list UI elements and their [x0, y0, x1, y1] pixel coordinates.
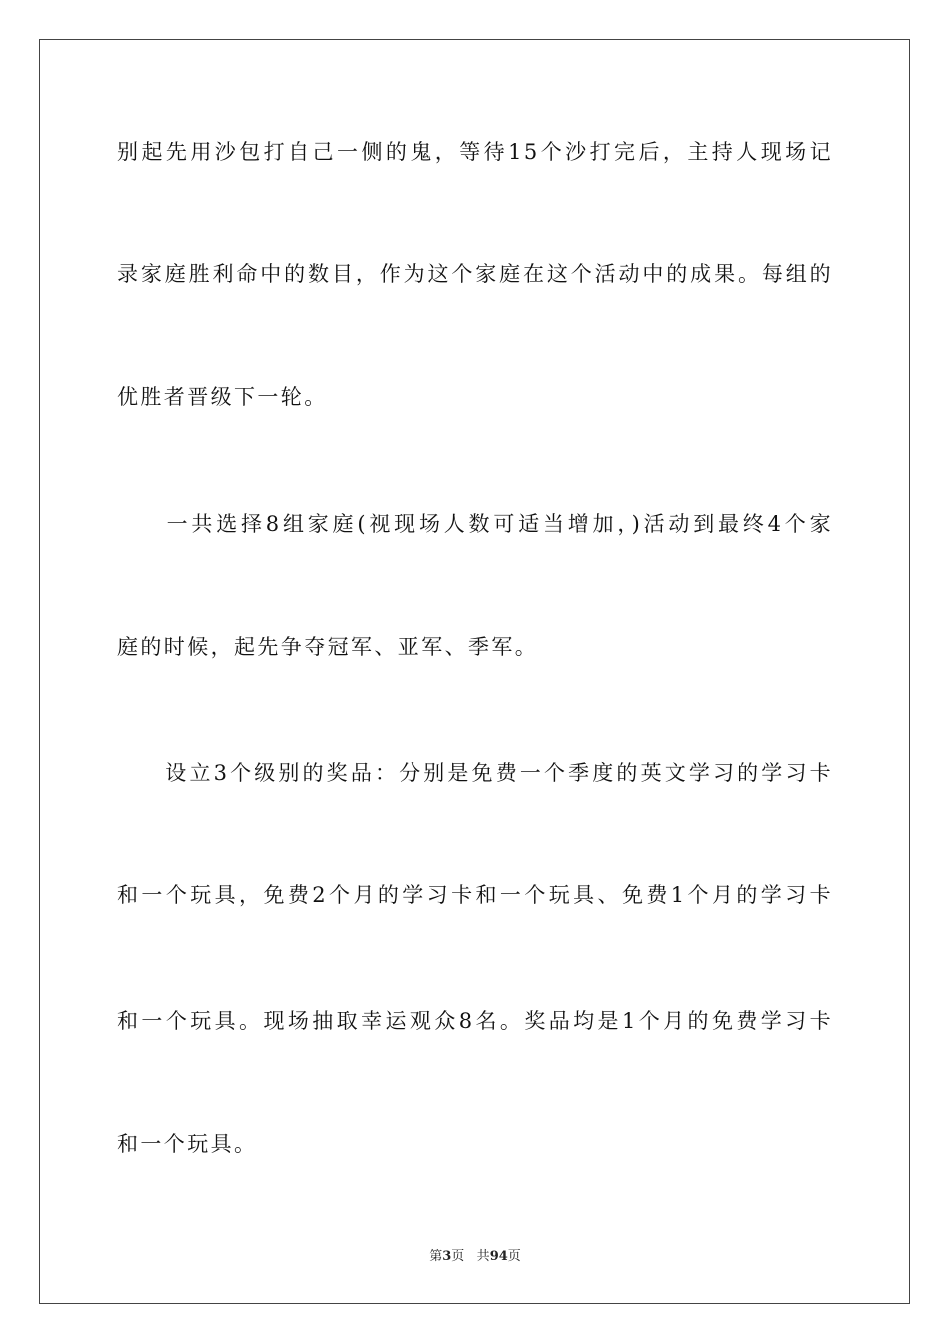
text-line-5: 庭的时候，起先争夺冠军、亚军、季军。 — [117, 635, 539, 659]
total-suffix: 页 — [507, 1249, 521, 1264]
text-line-8: 和一个玩具。现场抽取幸运观众8名。奖品均是1个月的免费学习卡 — [117, 1009, 833, 1033]
text-line-1: 别起先用沙包打自己一侧的鬼，等待15个沙打完后，主持人现场记 — [117, 140, 833, 164]
page-number: 3 — [442, 1249, 452, 1264]
text-line-7: 和一个玩具，免费2个月的学习卡和一个玩具、免费1个月的学习卡 — [117, 883, 833, 907]
text-line-2: 录家庭胜利命中的数目，作为这个家庭在这个活动中的成果。每组的 — [117, 262, 833, 286]
total-prefix: 共 — [476, 1249, 490, 1264]
page-prefix: 第 — [429, 1249, 443, 1264]
text-line-4: 一共选择8组家庭(视现场人数可适当增加，)活动到最终4个家 — [117, 512, 833, 536]
page-border — [39, 39, 910, 1304]
page-footer — [0, 1248, 950, 1266]
text-line-9: 和一个玩具。 — [117, 1132, 258, 1156]
page-suffix: 页 — [451, 1249, 465, 1264]
text-line-3: 优胜者晋级下一轮。 — [117, 385, 328, 409]
total-pages: 94 — [489, 1249, 508, 1264]
text-line-6: 设立3个级别的奖品：分别是免费一个季度的英文学习的学习卡 — [117, 761, 833, 785]
